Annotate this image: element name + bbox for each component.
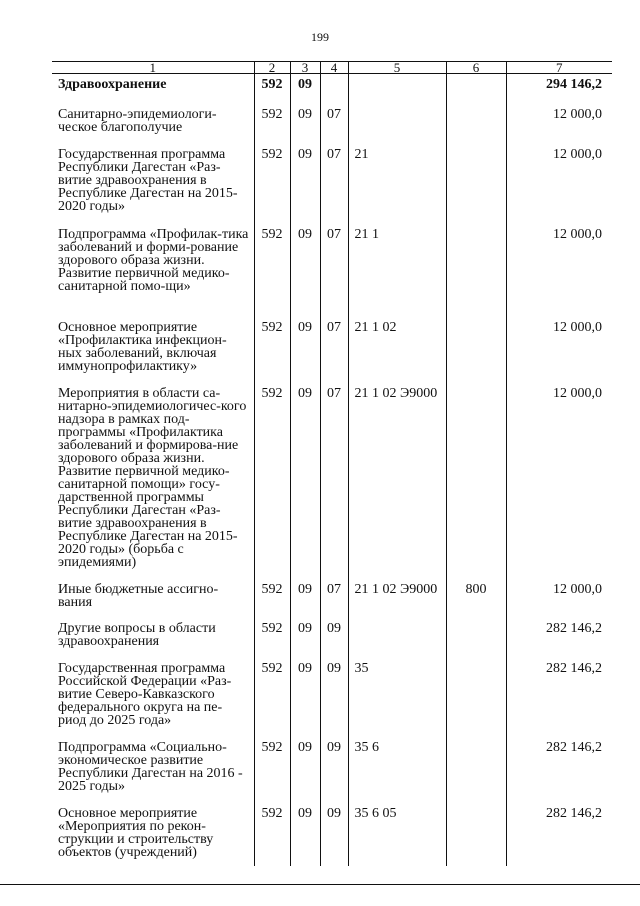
table-header — [52, 62, 612, 74]
row-code-ministry: 592 — [254, 737, 290, 803]
row-code-section: 09 — [290, 383, 320, 579]
table-row — [52, 74, 612, 104]
row-code-expense-type — [446, 74, 506, 104]
row-amount: 12 000,0 — [506, 579, 612, 618]
row-code-subsection: 07 — [320, 224, 348, 317]
row-code-subsection: 09 — [320, 618, 348, 658]
row-name: Санитарно-эпидемиологи-ческое благополучие — [58, 106, 217, 135]
column-header-7: 7 — [506, 62, 612, 74]
table-row — [52, 579, 612, 618]
row-code-expense-type — [446, 144, 506, 224]
table-body — [52, 74, 612, 866]
row-code-subsection: 07 — [320, 579, 348, 618]
column-header-4: 4 — [320, 62, 348, 74]
row-amount: 12 000,0 — [506, 104, 612, 144]
table-row — [52, 104, 612, 144]
row-amount: 12 000,0 — [506, 224, 612, 317]
column-header-6: 6 — [446, 62, 506, 74]
row-code-expense-type — [446, 224, 506, 317]
column-number-row — [52, 62, 612, 74]
row-code-subsection: 09 — [320, 737, 348, 803]
row-code-section: 09 — [290, 737, 320, 803]
row-code-ministry: 592 — [254, 618, 290, 658]
column-header-1: 1 — [52, 62, 254, 74]
column-header-2: 2 — [254, 62, 290, 74]
row-code-subsection — [320, 74, 348, 104]
row-name: Другие вопросы в области здравоохранения — [58, 620, 216, 649]
row-name: Иные бюджетные ассигно-вания — [58, 581, 219, 610]
table-row — [52, 658, 612, 737]
budget-table — [52, 61, 612, 866]
row-name: Мероприятия в области са-нитарно-эпидемиологичес-кого надзора в рамках под-программы «Профилактика заболеваний и формирова-ние здорового образа жизни. Развитие первичной медико-санитарной помощи» госу-дарственной программы Республики Дагестан «Раз-витие здравоохранения в Республике Дагестан на 2015-2020 годы» (борьба с эпидемиями) — [58, 385, 247, 570]
table-row — [52, 618, 612, 658]
row-code-section: 09 — [290, 317, 320, 383]
page-number: 199 — [311, 30, 329, 44]
row-code-target: 21 — [348, 144, 446, 224]
row-code-subsection: 07 — [320, 317, 348, 383]
row-name: Подпрограмма «Социально-экономическое развитие Республики Дагестан на 2016 - 2025 годы» — [58, 739, 243, 794]
table-row — [52, 737, 612, 803]
row-code-ministry: 592 — [254, 803, 290, 866]
row-name: Государственная программа Российской Федерации «Раз-витие Северо-Кавказского федерального округа на пе-риод до 2025 года» — [58, 660, 232, 728]
row-code-subsection: 09 — [320, 658, 348, 737]
row-code-expense-type: 800 — [446, 579, 506, 618]
row-code-expense-type — [446, 317, 506, 383]
row-code-section: 09 — [290, 579, 320, 618]
row-amount: 12 000,0 — [506, 317, 612, 383]
column-header-5: 5 — [348, 62, 446, 74]
row-amount: 282 146,2 — [506, 803, 612, 866]
row-name: Подпрограмма «Профилак-тика заболеваний и форми-рование здорового образа жизни. Развитие первичной медико-санитарной помо-щи» — [58, 226, 249, 294]
row-code-ministry: 592 — [254, 317, 290, 383]
row-code-target — [348, 618, 446, 658]
row-code-target: 21 1 — [348, 224, 446, 317]
row-code-subsection: 07 — [320, 144, 348, 224]
row-amount: 294 146,2 — [506, 74, 612, 104]
table-row — [52, 317, 612, 383]
row-code-target: 21 1 02 Э9000 — [348, 579, 446, 618]
row-code-section: 09 — [290, 74, 320, 104]
row-code-expense-type — [446, 658, 506, 737]
row-code-ministry: 592 — [254, 579, 290, 618]
row-amount: 282 146,2 — [506, 737, 612, 803]
row-code-target: 35 6 05 — [348, 803, 446, 866]
row-code-ministry: 592 — [254, 224, 290, 317]
row-amount: 282 146,2 — [506, 658, 612, 737]
row-amount: 12 000,0 — [506, 144, 612, 224]
row-amount: 12 000,0 — [506, 383, 612, 579]
row-code-expense-type — [446, 104, 506, 144]
row-code-ministry: 592 — [254, 74, 290, 104]
table-row — [52, 803, 612, 866]
row-code-subsection: 09 — [320, 803, 348, 866]
row-code-target — [348, 104, 446, 144]
row-code-ministry: 592 — [254, 144, 290, 224]
table-row — [52, 383, 612, 579]
row-code-section: 09 — [290, 144, 320, 224]
row-amount: 282 146,2 — [506, 618, 612, 658]
table-row — [52, 224, 612, 317]
column-header-3: 3 — [290, 62, 320, 74]
row-code-expense-type — [446, 383, 506, 579]
row-code-target — [348, 74, 446, 104]
row-code-expense-type — [446, 618, 506, 658]
row-code-expense-type — [446, 803, 506, 866]
row-code-subsection: 07 — [320, 383, 348, 579]
row-code-section: 09 — [290, 104, 320, 144]
row-code-section: 09 — [290, 803, 320, 866]
row-name: Основное мероприятие «Мероприятия по рекон-струкции и строительству объектов (учреждений) — [58, 805, 214, 860]
row-code-ministry: 592 — [254, 383, 290, 579]
row-code-section: 09 — [290, 224, 320, 317]
row-name: Государственная программа Республики Дагестан «Раз-витие здравоохранения в Республике Дагестан на 2015-2020 годы» — [58, 146, 238, 214]
row-code-target: 35 — [348, 658, 446, 737]
row-code-target: 35 6 — [348, 737, 446, 803]
row-code-section: 09 — [290, 618, 320, 658]
row-code-expense-type — [446, 737, 506, 803]
table-row — [52, 144, 612, 224]
row-code-target: 21 1 02 Э9000 — [348, 383, 446, 579]
row-code-ministry: 592 — [254, 658, 290, 737]
row-code-section: 09 — [290, 658, 320, 737]
row-code-ministry: 592 — [254, 104, 290, 144]
row-name: Здравоохранение — [58, 77, 167, 92]
row-code-target: 21 1 02 — [348, 317, 446, 383]
row-name: Основное мероприятие «Профилактика инфекцион-ных заболеваний, включая иммунопрофилактику» — [58, 319, 227, 374]
page-bottom-edge — [0, 884, 640, 906]
row-code-subsection: 07 — [320, 104, 348, 144]
